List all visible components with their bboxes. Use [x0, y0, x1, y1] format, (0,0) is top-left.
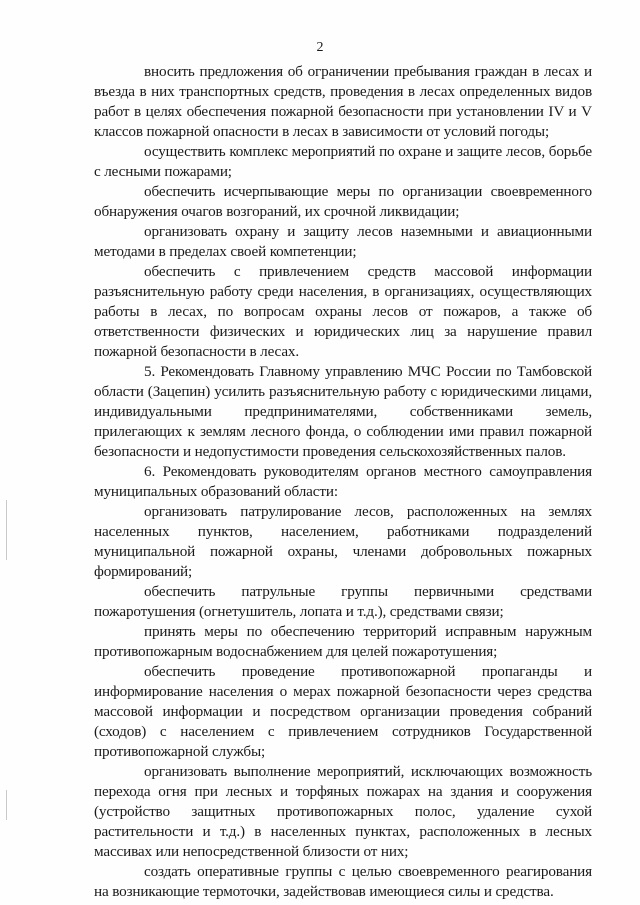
paragraph-fire-propaganda: обеспечить проведение противопожарной пропаганды и информирование населения о мерах пожарной безопасности через средства массовой информации и посредством организации проведения собраний (сходов) с населением с привлечением сотрудников Государственной противопожарной службы; [94, 663, 592, 760]
paragraph-patrolling: организовать патрулирование лесов, расположенных на землях населенных пунктов, населением, работниками подразделений муниципальной пожарной охраны, членами добровольных пожарных формирований; [94, 503, 592, 580]
paragraph-ground-air-protection: организовать охрану и защиту лесов наземными и авиационными методами в пределах своей компетенции; [94, 223, 592, 260]
paragraph-operational-groups: создать оперативные группы с целью своевременного реагирования на возникающие термоточки, задействовав имеющиеся силы и средства. [94, 863, 592, 900]
scan-edge-mark [6, 790, 7, 820]
paragraph-water-supply: принять меры по обеспечению территорий исправным наружным противопожарным водоснабжением для целей пожаротушения; [94, 623, 592, 660]
page-number: 2 [316, 40, 324, 55]
paragraph-fire-detection: обеспечить исчерпывающие меры по организации своевременного обнаружения очагов возгораний, их срочной ликвидации; [94, 183, 592, 220]
paragraph-patrol-equipment: обеспечить патрульные группы первичными средствами пожаротушения (огнетушитель, лопата и т.д.), средствами связи; [94, 583, 592, 620]
paragraph-item-6-municipal: 6. Рекомендовать руководителям органов местного самоуправления муниципальных образований области: [94, 463, 592, 500]
paragraph-item-5-mchs: 5. Рекомендовать Главному управлению МЧС России по Тамбовской области (Зацепин) усилить разъяснительную работу с юридическими лицами, индивидуальными предпринимателями, собственниками земель, прилегающих к землям лесного фонда, о соблюдении ими правил пожарной безопасности и недопустимости проведения сельскохозяйственных палов. [94, 363, 592, 460]
document-body [94, 62, 592, 902]
paragraph-media-outreach: обеспечить с привлечением средств массовой информации разъяснительную работу среди населения, в организациях, осуществляющих работы в лесах, по вопросам охраны лесов от пожаров, а также об ответственности физических и юридических лиц за нарушение правил пожарной безопасности в лесах. [94, 263, 592, 360]
paragraph-forest-protection-measures: осуществить комплекс мероприятий по охране и защите лесов, борьбе с лесными пожарами; [94, 143, 592, 180]
paragraph-fire-spread-prevention: организовать выполнение мероприятий, исключающих возможность перехода огня при лесных и торфяных пожарах на здания и сооружения (устройство защитных противопожарных полос, удаление сухой растительности и т.д.) в населенных пунктах, расположенных в лесных массивах или непосредственной близости от них; [94, 763, 592, 860]
scan-edge-mark [6, 500, 7, 560]
paragraph-forest-access-restrictions: вносить предложения об ограничении пребывания граждан в лесах и въезда в них транспортных средств, проведения в лесах определенных видов работ в целях обеспечения пожарной безопасности при установлении IV и V классов пожарной опасности в лесах в зависимости от условий погоды; [94, 63, 592, 140]
